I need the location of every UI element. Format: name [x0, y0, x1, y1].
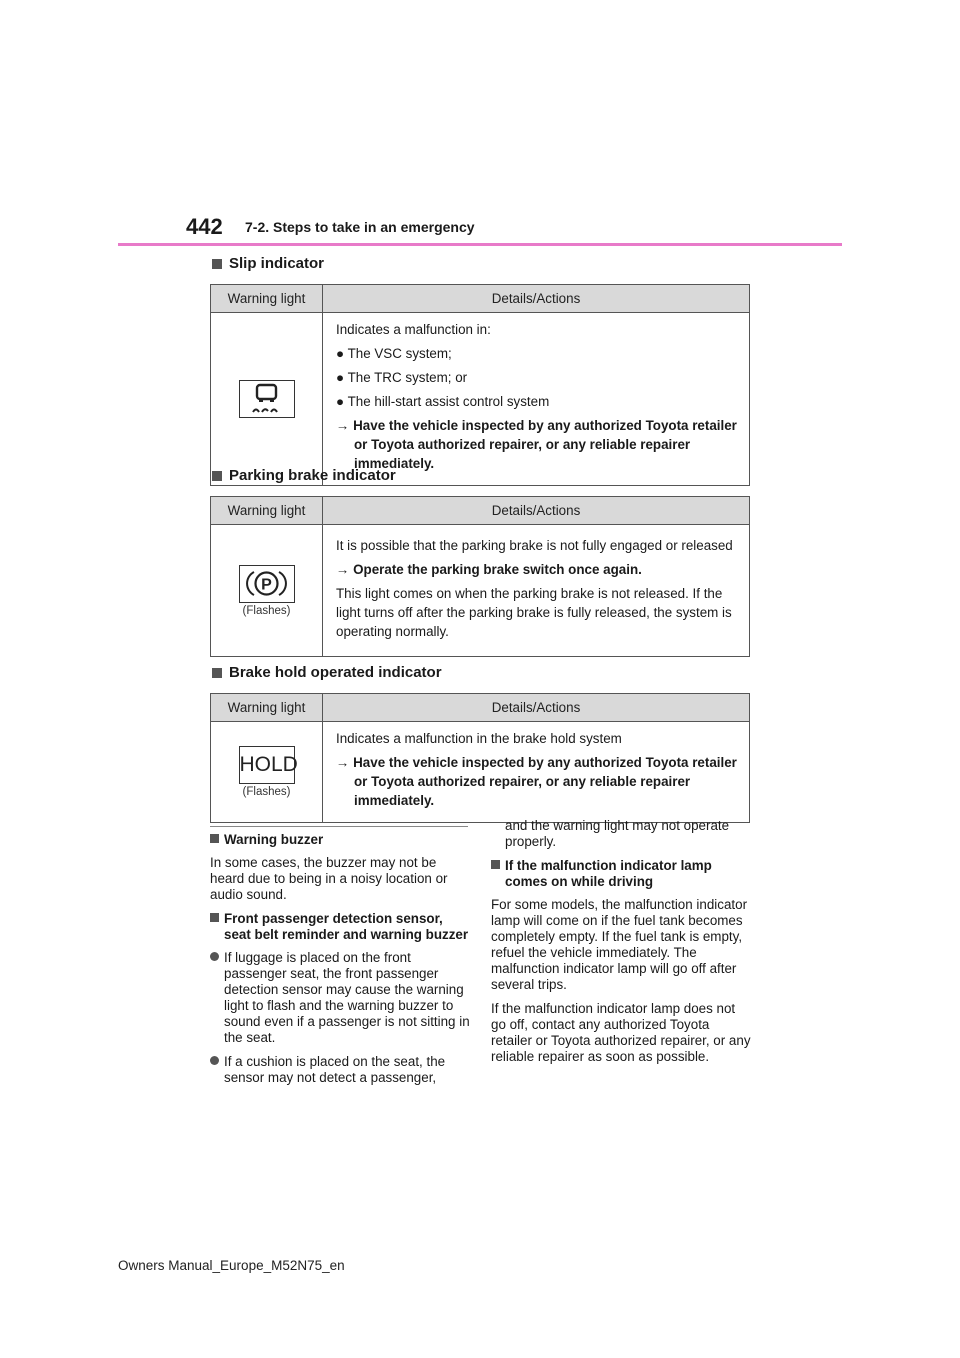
- arrow-icon: →: [336, 755, 350, 770]
- col-header-warning: Warning light: [211, 285, 323, 313]
- details-cell: [323, 722, 750, 823]
- icon-cell: [211, 313, 323, 486]
- arrow-icon: →: [336, 418, 350, 433]
- action-text: [336, 416, 743, 473]
- column-rule: [210, 826, 468, 827]
- note-heading-text: Warning buzzer: [224, 832, 324, 847]
- bullet-text: The hill-start assist control system: [347, 394, 550, 409]
- note-bullet-text: If a cushion is placed on the seat, the sensor may not detect a passenger,: [224, 1054, 446, 1085]
- header-rule: [118, 243, 842, 246]
- section-square-icon: [212, 471, 222, 481]
- slip-indicator-icon: [239, 380, 295, 418]
- note-bullet: [210, 1054, 470, 1086]
- bullet-item: [336, 368, 743, 387]
- icon-cell: [211, 525, 323, 657]
- left-note-column: [210, 832, 470, 1094]
- action-body: Have the vehicle inspected by any authorized Toyota retailer or Toyota authorized repairer, or any reliable repairer immediately.: [353, 755, 737, 808]
- hold-icon-text: HOLD: [239, 753, 298, 776]
- action-body: Have the vehicle inspected by any authorized Toyota retailer or Toyota authorized repairer, or any reliable repairer immediately.: [353, 418, 737, 471]
- bullet-icon: ●: [336, 346, 345, 361]
- brake-hold-table: [210, 693, 750, 823]
- slip-indicator-table: [210, 284, 750, 486]
- section-title-parking: [212, 467, 396, 484]
- parking-brake-table: [210, 496, 750, 657]
- detail-line: Indicates a malfunction in:: [336, 322, 491, 337]
- note-heading-passenger-sensor: [210, 911, 470, 943]
- note-paragraph: For some models, the malfunction indicator lamp will come on if the fuel tank becomes completely empty. If the fuel tank is empty, refuel the vehicle immediately. The malfunction indicator lamp will go off after several trips.: [491, 897, 748, 992]
- details-cell: [323, 313, 750, 486]
- section-title-text: Brake hold operated indicator: [229, 664, 442, 681]
- col-header-details: Details/Actions: [323, 497, 750, 525]
- col-header-warning: Warning light: [211, 694, 323, 722]
- action-text: [336, 753, 743, 810]
- flashes-caption: (Flashes): [242, 604, 291, 617]
- section-square-icon: [212, 668, 222, 678]
- note-bullet: [210, 950, 470, 1046]
- bullet-item: [336, 344, 743, 363]
- bullet-dot-icon: [210, 1056, 219, 1065]
- note-paragraph: If the malfunction indicator lamp does not go off, contact any authorized Toyota retailer or Toyota authorized repairer, or any reliable repairer as soon as possible.: [491, 1001, 751, 1064]
- section-square-icon: [212, 259, 222, 269]
- col-header-details: Details/Actions: [323, 285, 750, 313]
- action-text: [336, 560, 743, 579]
- section-title-slip: [212, 255, 324, 272]
- note-square-icon: [210, 834, 219, 843]
- note-paragraph: In some cases, the buzzer may not be heard due to being in a noisy location or audio sound.: [210, 855, 448, 902]
- note-heading-malfunction-lamp: [491, 858, 751, 890]
- bullet-icon: ●: [336, 370, 345, 385]
- icon-cell: [211, 722, 323, 823]
- col-header-warning: Warning light: [211, 497, 323, 525]
- section-title-brake-hold: [212, 664, 442, 681]
- note-continuation: and the warning light may not operate properly.: [505, 818, 730, 849]
- bullet-text: The VSC system;: [347, 346, 452, 361]
- note-bullet-text: If luggage is placed on the front passenger seat, the front passenger detection sensor may cause the warning light to flash and the warning buzzer to sound even if a passenger is not sitting in the seat.: [224, 950, 470, 1045]
- svg-text:P: P: [261, 576, 272, 593]
- note-heading-warning-buzzer: [210, 832, 470, 848]
- col-header-details: Details/Actions: [323, 694, 750, 722]
- chapter-title: 7-2. Steps to take in an emergency: [245, 219, 475, 235]
- bullet-icon: ●: [336, 394, 345, 409]
- bullet-dot-icon: [210, 952, 219, 961]
- arrow-icon: →: [336, 561, 350, 577]
- bullet-text: The TRC system; or: [347, 370, 468, 385]
- flashes-caption: (Flashes): [242, 786, 291, 798]
- note-heading-text: Front passenger detection sensor, seat belt reminder and warning buzzer: [224, 911, 469, 942]
- section-title-text: Slip indicator: [229, 255, 325, 272]
- detail-note: This light comes on when the parking brake is not released. If the light turns off after the parking brake is fully released, the system is operating normally.: [336, 585, 732, 639]
- detail-intro: It is possible that the parking brake is not fully engaged or released: [336, 537, 733, 553]
- note-square-icon: [491, 860, 500, 869]
- note-heading-text: If the malfunction indicator lamp comes on while driving: [505, 858, 712, 889]
- section-title-text: Parking brake indicator: [229, 467, 396, 484]
- page-number: 442: [186, 214, 223, 239]
- bullet-item: [336, 392, 743, 411]
- parking-brake-icon: [239, 565, 295, 603]
- right-note-column: [491, 818, 751, 1073]
- hold-icon: [239, 746, 298, 784]
- detail-intro: Indicates a malfunction in the brake hold system: [336, 731, 622, 746]
- details-cell: [323, 525, 750, 657]
- note-square-icon: [210, 913, 219, 922]
- footer-manual-id: Owners Manual_Europe_M52N75_en: [118, 1258, 345, 1273]
- action-body: Operate the parking brake switch once again.: [353, 561, 642, 577]
